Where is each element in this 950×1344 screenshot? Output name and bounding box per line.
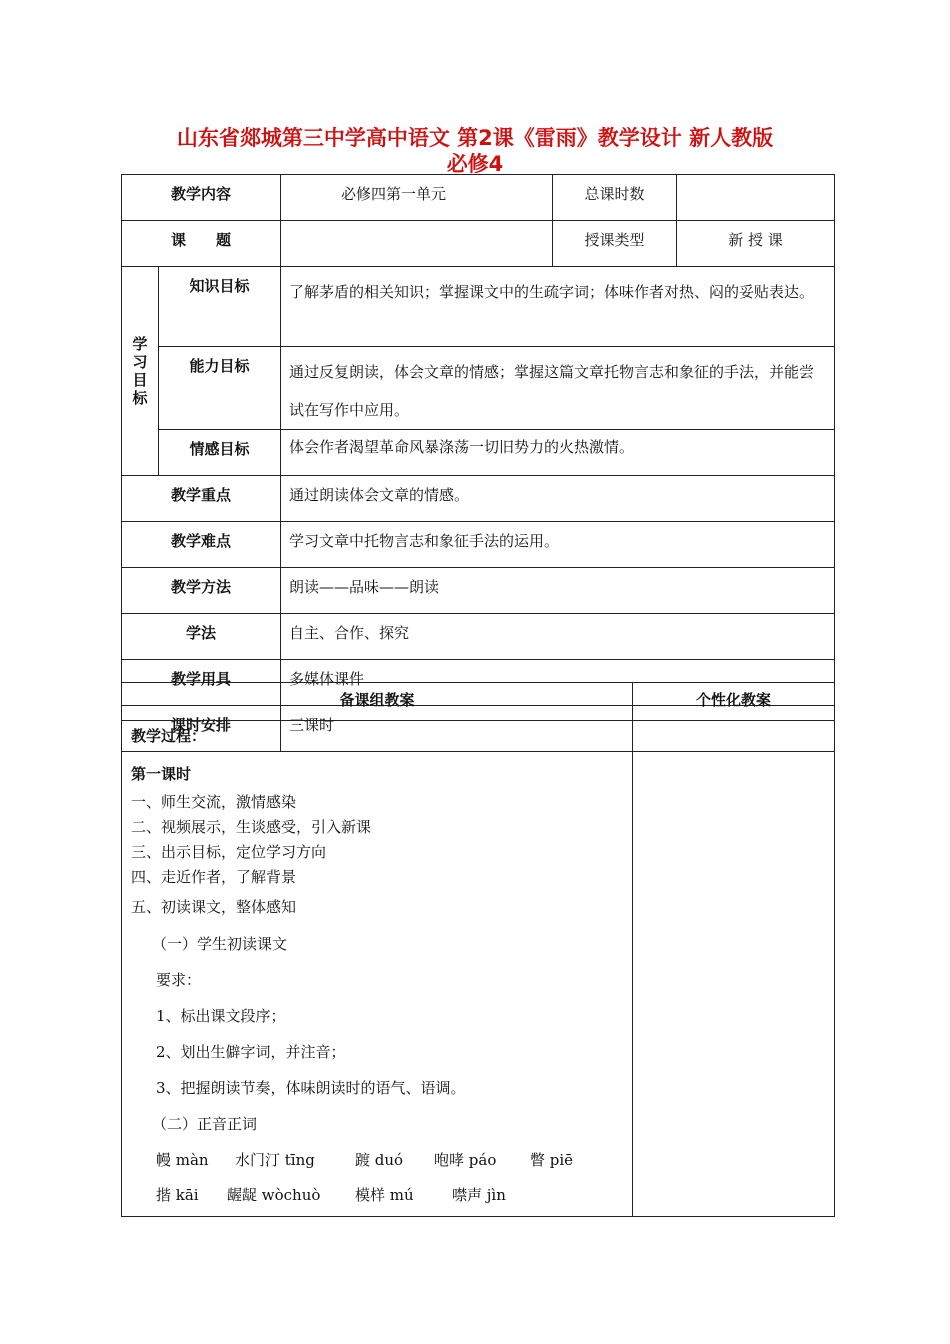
goals-char-1: 学 bbox=[132, 335, 148, 353]
step-2: 二、视频展示，生谈感受，引入新课 bbox=[131, 818, 372, 836]
step-4: 四、走近作者，了解背景 bbox=[131, 868, 297, 886]
study-method-label: 学法 bbox=[122, 614, 281, 660]
hours-label: 总课时数 bbox=[553, 175, 677, 221]
process-title: 教学过程： bbox=[131, 727, 207, 745]
ability-goal-text: 通过反复朗读，体会文章的情感；掌握这篇文章托物言志和象征的手法，并能尝试在写作中应用。 bbox=[281, 347, 835, 430]
sub-step-1: （一）学生初读课文 bbox=[152, 935, 288, 953]
ability-goal-label: 能力目标 bbox=[159, 347, 281, 430]
pinyin-7: 龌龊 wòchuò bbox=[227, 1186, 321, 1204]
key-point-value: 通过朗读体会文章的情感。 bbox=[281, 476, 835, 522]
type-value: 新 授 课 bbox=[677, 221, 835, 267]
goals-char-3: 目 bbox=[132, 371, 148, 389]
pinyin-2: 水门汀 tīng bbox=[235, 1151, 315, 1169]
goals-char-4: 标 bbox=[132, 389, 148, 407]
method-label: 教学方法 bbox=[122, 568, 281, 614]
group-plan-header: 备课组教案 bbox=[122, 683, 633, 721]
content-label: 教学内容 bbox=[122, 175, 281, 221]
requirement-3: 3、把握朗读节奏，体味朗读时的语气、语调。 bbox=[156, 1079, 466, 1097]
step-1: 一、师生交流，激情感染 bbox=[131, 793, 297, 811]
knowledge-goal-text: 了解茅盾的相关知识；掌握课文中的生疏字词；体味作者对热、闷的妥贴表达。 bbox=[281, 267, 835, 347]
personal-plan-area bbox=[633, 721, 835, 1217]
schedule-label: 课时安排 bbox=[122, 706, 281, 752]
difficulty-value: 学习文章中托物言志和象征手法的运用。 bbox=[281, 522, 835, 568]
lesson-plan-table bbox=[121, 682, 835, 1217]
topic-value bbox=[281, 221, 553, 267]
topic-label: 课 题 bbox=[122, 221, 281, 267]
teaching-process bbox=[122, 721, 633, 1217]
requirements-label: 要求： bbox=[156, 971, 202, 989]
tools-label: 教学用具 bbox=[122, 660, 281, 706]
sub-step-2: （二）正音正词 bbox=[152, 1115, 258, 1133]
learning-goals-label bbox=[122, 267, 159, 476]
knowledge-goal-label: 知识目标 bbox=[159, 267, 281, 347]
emotion-goal-text: 体会作者渴望革命风暴涤荡一切旧势力的火热激情。 bbox=[281, 430, 835, 476]
content-value: 必修四第一单元 bbox=[281, 175, 553, 221]
personal-plan-header: 个性化教案 bbox=[633, 683, 835, 721]
pinyin-9: 噤声 jìn bbox=[452, 1186, 506, 1204]
pinyin-3: 踱 duó bbox=[355, 1151, 404, 1169]
goals-char-2: 习 bbox=[132, 353, 148, 371]
lesson-info-table bbox=[121, 174, 835, 752]
key-point-label: 教学重点 bbox=[122, 476, 281, 522]
requirement-1: 1、标出课文段序； bbox=[156, 1007, 286, 1025]
difficulty-label: 教学难点 bbox=[122, 522, 281, 568]
pinyin-4: 咆哮 páo bbox=[434, 1151, 497, 1169]
document-title-line2: 必修4 bbox=[446, 152, 504, 176]
document-title-line1: 山东省郯城第三中学高中语文 第2课《雷雨》教学设计 新人教版 bbox=[176, 126, 774, 150]
type-label: 授课类型 bbox=[553, 221, 677, 267]
emotion-goal-label: 情感目标 bbox=[159, 430, 281, 476]
step-3: 三、出示目标，定位学习方向 bbox=[131, 843, 327, 861]
pinyin-1: 幔 màn bbox=[156, 1151, 209, 1169]
requirement-2: 2、划出生僻字词，并注音； bbox=[156, 1043, 346, 1061]
pinyin-6: 揩 kāi bbox=[156, 1186, 199, 1204]
pinyin-5: 瞥 piē bbox=[530, 1151, 574, 1169]
hours-value bbox=[677, 175, 835, 221]
method-value: 朗读——品味——朗读 bbox=[281, 568, 835, 614]
lesson1-title: 第一课时 bbox=[131, 765, 192, 783]
pinyin-8: 模样 mú bbox=[355, 1186, 414, 1204]
tools-value: 多媒体课件 bbox=[281, 660, 835, 706]
study-method-value: 自主、合作、探究 bbox=[281, 614, 835, 660]
step-5: 五、初读课文，整体感知 bbox=[131, 898, 297, 916]
schedule-value: 三课时 bbox=[281, 706, 835, 752]
